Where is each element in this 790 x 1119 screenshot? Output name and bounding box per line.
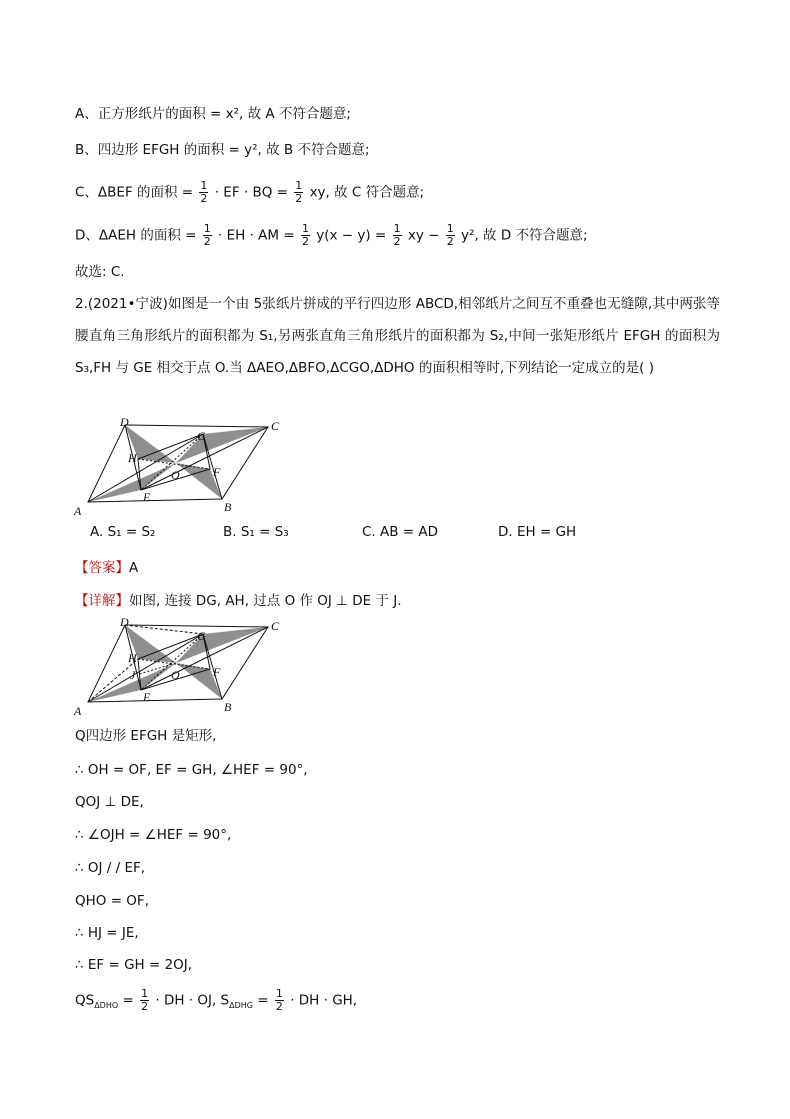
solution-line-a: A、正方形纸片的面积 = x², 故 A 不符合题意; xyxy=(75,106,351,122)
area-subscript-dhg: ΔDHG xyxy=(229,1001,253,1011)
option-c[interactable]: C. AB = AD xyxy=(362,524,439,540)
label-b: B xyxy=(224,500,232,514)
label-o: O xyxy=(171,668,180,682)
line-d-mid3: xy − xyxy=(407,227,440,244)
question-2-text: 2.(2021•宁波)如图是一个由 5张纸片拼成的平行四边形 ABCD,相邻纸片之间互不重叠也无缝隙,其中两张等腰直角三角形纸片的面积都为 S₁,另两张直角三角形纸片的面积都为 S₂,中间一张矩形纸片 EFGH 的面积为 S₃,FH 与 GE 相交于点 O.当 ΔAEO,ΔBFO,ΔCGO,ΔDHO 的面积相等时,下列结论一定成立的是( ) xyxy=(75,296,720,376)
proof-line-1: Q四边形 EFGH 是矩形, xyxy=(75,728,217,744)
fraction-half: $\frac{1}{2}$ xyxy=(203,222,211,248)
label-c: C xyxy=(271,619,280,633)
line-c-mid: · EF · BQ = xyxy=(214,184,288,201)
fraction-half: $\frac{1}{2}$ xyxy=(301,222,309,248)
label-d: D xyxy=(120,615,129,629)
label-c: C xyxy=(271,419,280,433)
parallelogram-figure-with-construction xyxy=(72,614,292,720)
label-f: F xyxy=(213,665,221,679)
fraction-half: $\frac{1}{2}$ xyxy=(275,987,283,1013)
label-a: A xyxy=(74,504,82,518)
proof-line-4: ∴ ∠OJH = ∠HEF = 90°, xyxy=(75,827,232,843)
label-h: H xyxy=(128,451,137,465)
proof-line-2: ∴ OH = OF, EF = GH, ∠HEF = 90°, xyxy=(75,762,308,778)
label-o: O xyxy=(171,468,180,482)
fraction-half: $\frac{1}{2}$ xyxy=(393,222,401,248)
label-g: G xyxy=(197,429,206,443)
label-e: E xyxy=(143,490,151,504)
equals-sign: = xyxy=(257,992,269,1009)
proof-line-9-mid: · DH · OJ, S xyxy=(155,992,230,1009)
choice-line: 故选: C. xyxy=(75,264,125,280)
fraction-half: $\frac{1}{2}$ xyxy=(200,179,208,205)
proof-line-7: ∴ HJ = JE, xyxy=(75,925,139,941)
parallelogram-figure xyxy=(72,414,292,520)
solution-line-b: B、四边形 EFGH 的面积 = y², 故 B 不符合题意; xyxy=(75,142,370,158)
shaded-triangle-cgo xyxy=(176,427,268,463)
equals-sign: = xyxy=(122,992,134,1009)
solution-line-d xyxy=(75,223,588,248)
proof-line-3: QOJ ⊥ DE, xyxy=(75,794,144,810)
fraction-half: $\frac{1}{2}$ xyxy=(295,179,303,205)
option-d[interactable]: D. EH = GH xyxy=(498,524,577,540)
line-d-prefix: D、ΔAEH 的面积 = xyxy=(75,227,197,244)
label-h: H xyxy=(128,651,137,665)
option-a[interactable]: A. S₁ = S₂ xyxy=(90,524,156,540)
label-j: J xyxy=(130,668,136,682)
detail-line xyxy=(75,591,402,611)
figure-shapes xyxy=(88,425,268,502)
label-b: B xyxy=(224,700,232,714)
fraction-half: $\frac{1}{2}$ xyxy=(446,222,454,248)
line-c-prefix: C、ΔBEF 的面积 = xyxy=(75,184,194,201)
label-g: G xyxy=(197,629,206,643)
line-d-mid2: y(x − y) = xyxy=(316,227,387,244)
area-subscript-dho: ΔDHO xyxy=(94,1001,119,1011)
proof-line-5: ∴ OJ / / EF, xyxy=(75,860,146,876)
proof-line-8: ∴ EF = GH = 2OJ, xyxy=(75,957,193,973)
label-e: E xyxy=(143,690,151,704)
line-d-suffix: y², 故 D 不符合题意; xyxy=(461,227,588,244)
line-c-suffix: xy, 故 C 符合题意; xyxy=(309,184,425,201)
area-symbol: QS xyxy=(75,992,95,1009)
answer-tag: 【答案】 xyxy=(75,560,129,576)
proof-line-9 xyxy=(75,988,357,1016)
line-d-mid1: · EH · AM = xyxy=(218,227,295,244)
label-a: A xyxy=(74,704,82,718)
solution-line-c xyxy=(75,180,424,205)
option-b[interactable]: B. S₁ = S₃ xyxy=(223,524,289,540)
shaded-triangle-aeo xyxy=(88,463,176,502)
answer-value: A xyxy=(129,560,139,576)
label-f: F xyxy=(213,465,221,479)
proof-line-9-suffix: · DH · GH, xyxy=(290,992,358,1009)
proof-line-6: QHO = OF, xyxy=(75,893,149,909)
label-d: D xyxy=(120,415,129,429)
figure-shapes xyxy=(88,625,268,702)
fraction-half: $\frac{1}{2}$ xyxy=(141,987,149,1013)
answer-line xyxy=(75,558,138,578)
detail-text: 如图, 连接 DG, AH, 过点 O 作 OJ ⊥ DE 于 J. xyxy=(129,593,402,609)
answer-options xyxy=(90,524,650,546)
detail-tag: 【详解】 xyxy=(75,593,129,609)
